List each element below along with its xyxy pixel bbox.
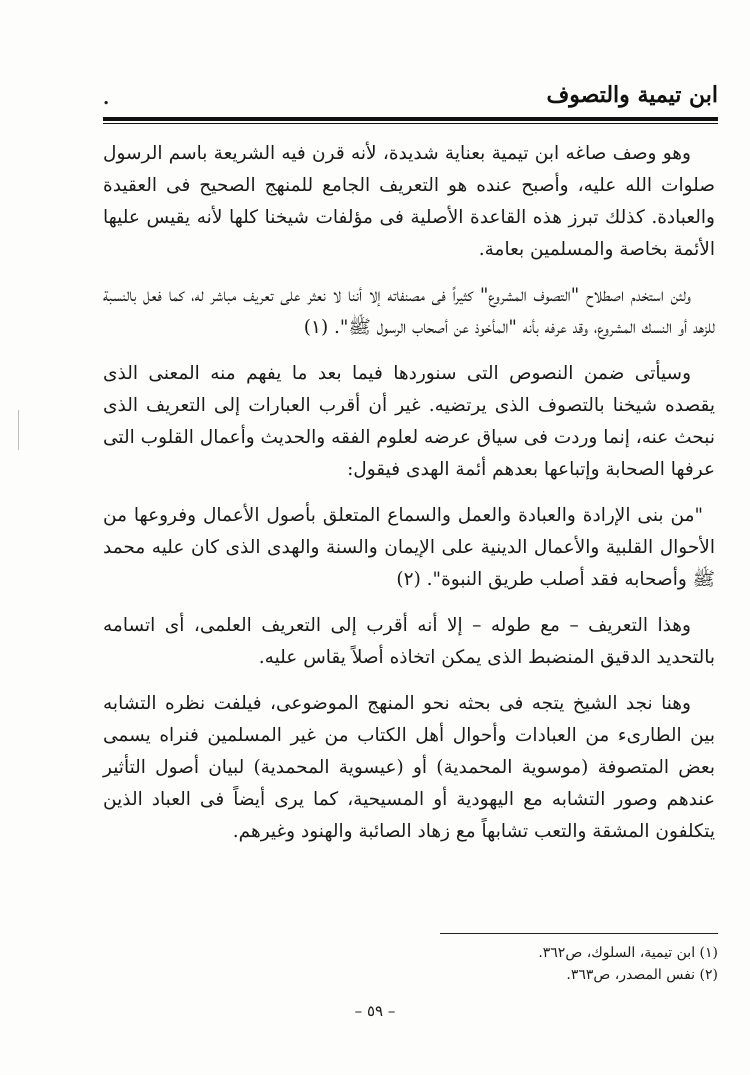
paragraph-quote: "من بنى الإرادة والعبادة والعمل والسماع المتعلق بأصول الأعمال وفروعها من الأحوال القلبية والأعمال الدينية على الإيمان والسنة والهدى الذى كان عليه محمد ﷺ وأصحابه فقد أصلب طريق النبوة". (٢) <box>103 505 715 590</box>
paragraph-5: وهذا التعريف – مع طوله – إلا أنه أقرب إلى التعريف العلمى، أى اتسامه بالتحديد الدقيق المنضبط الذى يمكن اتخاذه أصلاً يقاس عليه. <box>103 615 715 668</box>
footnote-2: (٢) نفس المصدر، ص٣٦٣. <box>566 967 718 983</box>
page-header <box>103 78 718 118</box>
paragraph-2: ولئن استخدم اصطلاح "التصوف المشروع" كثيراً فى مصنفاته إلا أننا لا نعثر على تعريف مباشر له، كما فعل بالنسبة للزهد أو النسك المشروع، وقد عرفه بأنه "المأخوذ عن أصحاب الرسول ﷺ". (١) <box>103 285 715 338</box>
footnotes <box>418 942 718 986</box>
running-title: ابن تيمية والتصوف <box>546 82 718 108</box>
header-rule-thick <box>103 117 718 121</box>
body-text <box>103 138 715 862</box>
margin-mark <box>18 410 19 450</box>
page-number: – ٥٩ – <box>354 1002 396 1020</box>
paragraph-3: وسيأتى ضمن النصوص التى سنوردها فيما بعد ما يفهم منه المعنى الذى يقصده شيخنا بالتصوف الذى يرتضيه. غير أن أقرب العبارات إلى التعريف الذى نبحث عنه، إنما وردت فى سياق عرضه لعلوم الفقه والحديث وأعمال القلوب التى عرفها الصحابة وإتباعها بعدهم أئمة الهدى فيقول: <box>103 363 715 480</box>
paragraph-1: وهو وصف صاغه ابن تيمية بعناية شديدة، لأنه قرن فيه الشريعة باسم الرسول صلوات الله عليه، وأصبح عنده هو التعريف الجامع للمنهج الصحيح فى العقيدة والعبادة. كذلك تبرز هذه القاعدة الأصلية فى مؤلفات شيخنا كلها لأنه يقيس عليها الأئمة بخاصة والمسلمين بعامة. <box>103 143 715 260</box>
header-rule-thin <box>103 123 718 124</box>
paragraph-6: وهنا نجد الشيخ يتجه فى بحثه نحو المنهج الموضوعى، فيلفت نظره التشابه بين الطارىء من العبادات وأحوال أهل الكتاب من غير المسلمين فنراه يسمى بعض المتصوفة (موسوية المحمدية) أو (عيسوية المحمدية) لبيان أصول التأثير عندهم وصور التشابه مع اليهودية أو المسيحية، كما يرى أيضاً فى العباد الذين يتكلفون المشقة والتعب تشابهاً مع زهاد الصائبة والهنود وغيرهم. <box>103 693 715 842</box>
header-dot: . <box>103 88 110 109</box>
footnote-separator <box>440 933 718 934</box>
footnote-1: (١) ابن تيمية، السلوك، ص٣٦٢. <box>538 945 718 961</box>
